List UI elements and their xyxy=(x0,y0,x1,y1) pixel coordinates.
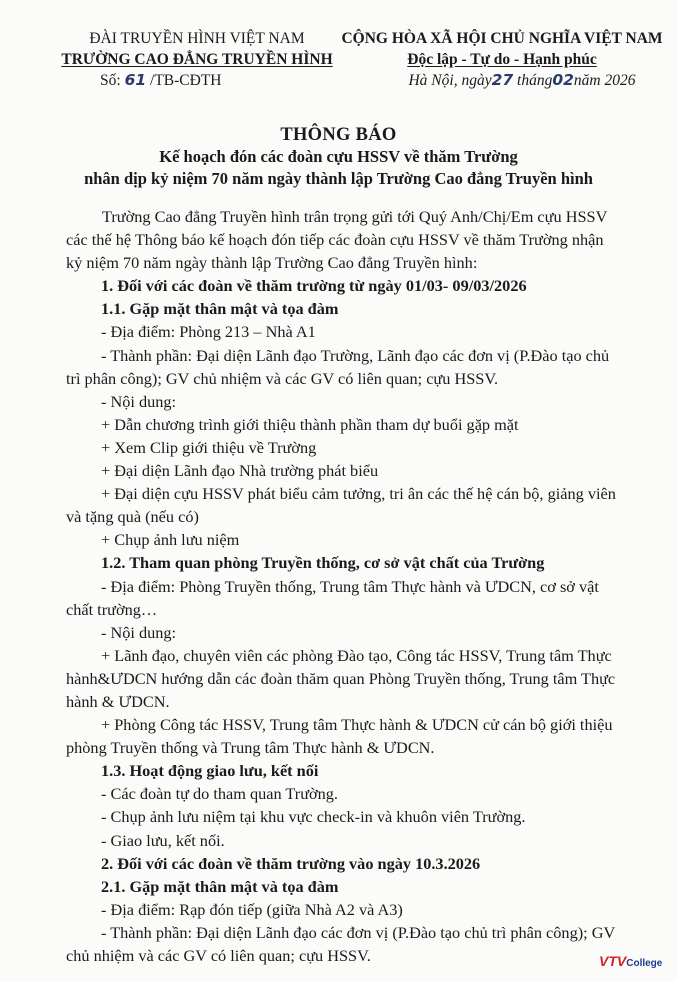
document-body xyxy=(66,205,618,967)
list-item: + Dẫn chương trình giới thiệu thành phần tham dự buổi gặp mặt xyxy=(101,414,519,434)
section-2-1-heading: 2.1. Gặp mặt thân mật và tọa đàm xyxy=(101,876,339,896)
document-subtitle-line2: nhân dịp kỷ niệm 70 năm ngày thành lập Trường Cao đẳng Truyền hình xyxy=(84,169,593,188)
vtv-college-logo xyxy=(599,953,677,973)
date-month-handwritten: 02 xyxy=(552,71,574,89)
section-2-heading: 2. Đối với các đoàn về thăm trường vào ngày 10.3.2026 xyxy=(101,853,481,873)
list-item: + Đại diện cựu HSSV phát biểu cảm tưởng, tri ân các thế hệ cán bộ, giảng viên và tặng quà (nếu có) xyxy=(66,484,616,527)
list-item: + Xem Clip giới thiệu về Trường xyxy=(101,437,317,457)
issuer-org: ĐÀI TRUYỀN HÌNH VIỆT NAM xyxy=(89,30,305,47)
list-item: + Đại diện Lãnh đạo Nhà trường phát biểu xyxy=(101,461,379,481)
national-title: CỘNG HÒA XÃ HỘI CHỦ NGHĨA VIỆT NAM xyxy=(341,30,663,47)
national-motto: Độc lập - Tự do - Hạnh phúc xyxy=(407,51,597,68)
section-1-3-heading: 1.3. Hoạt động giao lưu, kết nối xyxy=(101,761,319,781)
section-1-1-heading: 1.1. Gặp mặt thân mật và tọa đàm xyxy=(101,299,339,319)
document-number: Số: 61 /TB-CĐTH xyxy=(100,71,222,89)
date-day-handwritten: 27 xyxy=(491,71,514,89)
section-2-1-participants: - Thành phần: Đại diện Lãnh đạo các đơn vị (P.Đào tạo chủ trì phân công); GV chủ nhiệm và các GV có liên quan; cựu HSSV. xyxy=(66,922,615,965)
logo-brand: VTV xyxy=(599,953,627,969)
section-1-1-location: - Địa điểm: Phòng 213 – Nhà A1 xyxy=(101,322,316,342)
document-subtitle-line1: Kế hoạch đón các đoàn cựu HSSV về thăm Trường xyxy=(159,147,518,166)
document-title: THÔNG BÁO xyxy=(280,125,397,145)
section-2-1-location: - Địa điểm: Rạp đón tiếp (giữa Nhà A2 và A3) xyxy=(101,899,403,919)
section-1-2-content-label: - Nội dung: xyxy=(101,622,177,642)
section-1-1-participants: - Thành phần: Đại diện Lãnh đạo Trường, Lãnh đạo các đơn vị (P.Đào tạo chủ trì phân công); GV chủ nhiệm và các GV có liên quan; cựu HSSV. xyxy=(66,345,610,388)
intro-paragraph: Trường Cao đẳng Truyền hình trân trọng gửi tới Quý Anh/Chị/Em cựu HSSV các thế hệ Thông báo kế hoạch đón tiếp các đoàn cựu HSSV về thăm Trường nhận kỷ niệm 70 năm ngày thành lập Trường Cao đẳng Truyền hình: xyxy=(66,207,608,273)
issuer-block xyxy=(52,28,342,91)
list-item: - Giao lưu, kết nối. xyxy=(101,830,225,850)
document-date: Hà Nội, ngày27 tháng02năm 2026 xyxy=(408,71,636,89)
section-1-2-location: - Địa điểm: Phòng Truyền thống, Trung tâm Thực hành và ƯDCN, cơ sở vật chất trường… xyxy=(66,576,599,619)
list-item: + Lãnh đạo, chuyên viên các phòng Đào tạo, Công tác HSSV, Trung tâm Thực hành&ƯDCN hướng dẫn các đoàn thăm quan Phòng Truyền thống, Trung tâm Thực hành & ƯDCN. xyxy=(66,645,616,711)
section-1-heading: 1. Đối với các đoàn về thăm trường từ ngày 01/03- 09/03/2026 xyxy=(101,276,527,296)
document-number-handwritten: 61 xyxy=(124,71,147,89)
list-item: + Phòng Công tác HSSV, Trung tâm Thực hành & ƯDCN cử cán bộ giới thiệu phòng Truyền thống và Trung tâm Thực hành & ƯDCN. xyxy=(66,715,613,758)
logo-suffix: College xyxy=(626,958,663,969)
list-item: + Chụp ảnh lưu niệm xyxy=(101,530,240,550)
issuer-school: TRƯỜNG CAO ĐẲNG TRUYỀN HÌNH xyxy=(61,51,333,68)
national-motto-block xyxy=(332,28,672,91)
list-item: - Các đoàn tự do tham quan Trường. xyxy=(101,784,338,804)
title-block xyxy=(0,124,677,190)
section-1-2-heading: 1.2. Tham quan phòng Truyền thống, cơ sở vật chất của Trường xyxy=(101,553,545,573)
list-item: - Chụp ảnh lưu niệm tại khu vực check-in và khuôn viên Trường. xyxy=(101,807,526,827)
section-1-1-content-label: - Nội dung: xyxy=(101,391,177,411)
document-header xyxy=(0,28,677,98)
